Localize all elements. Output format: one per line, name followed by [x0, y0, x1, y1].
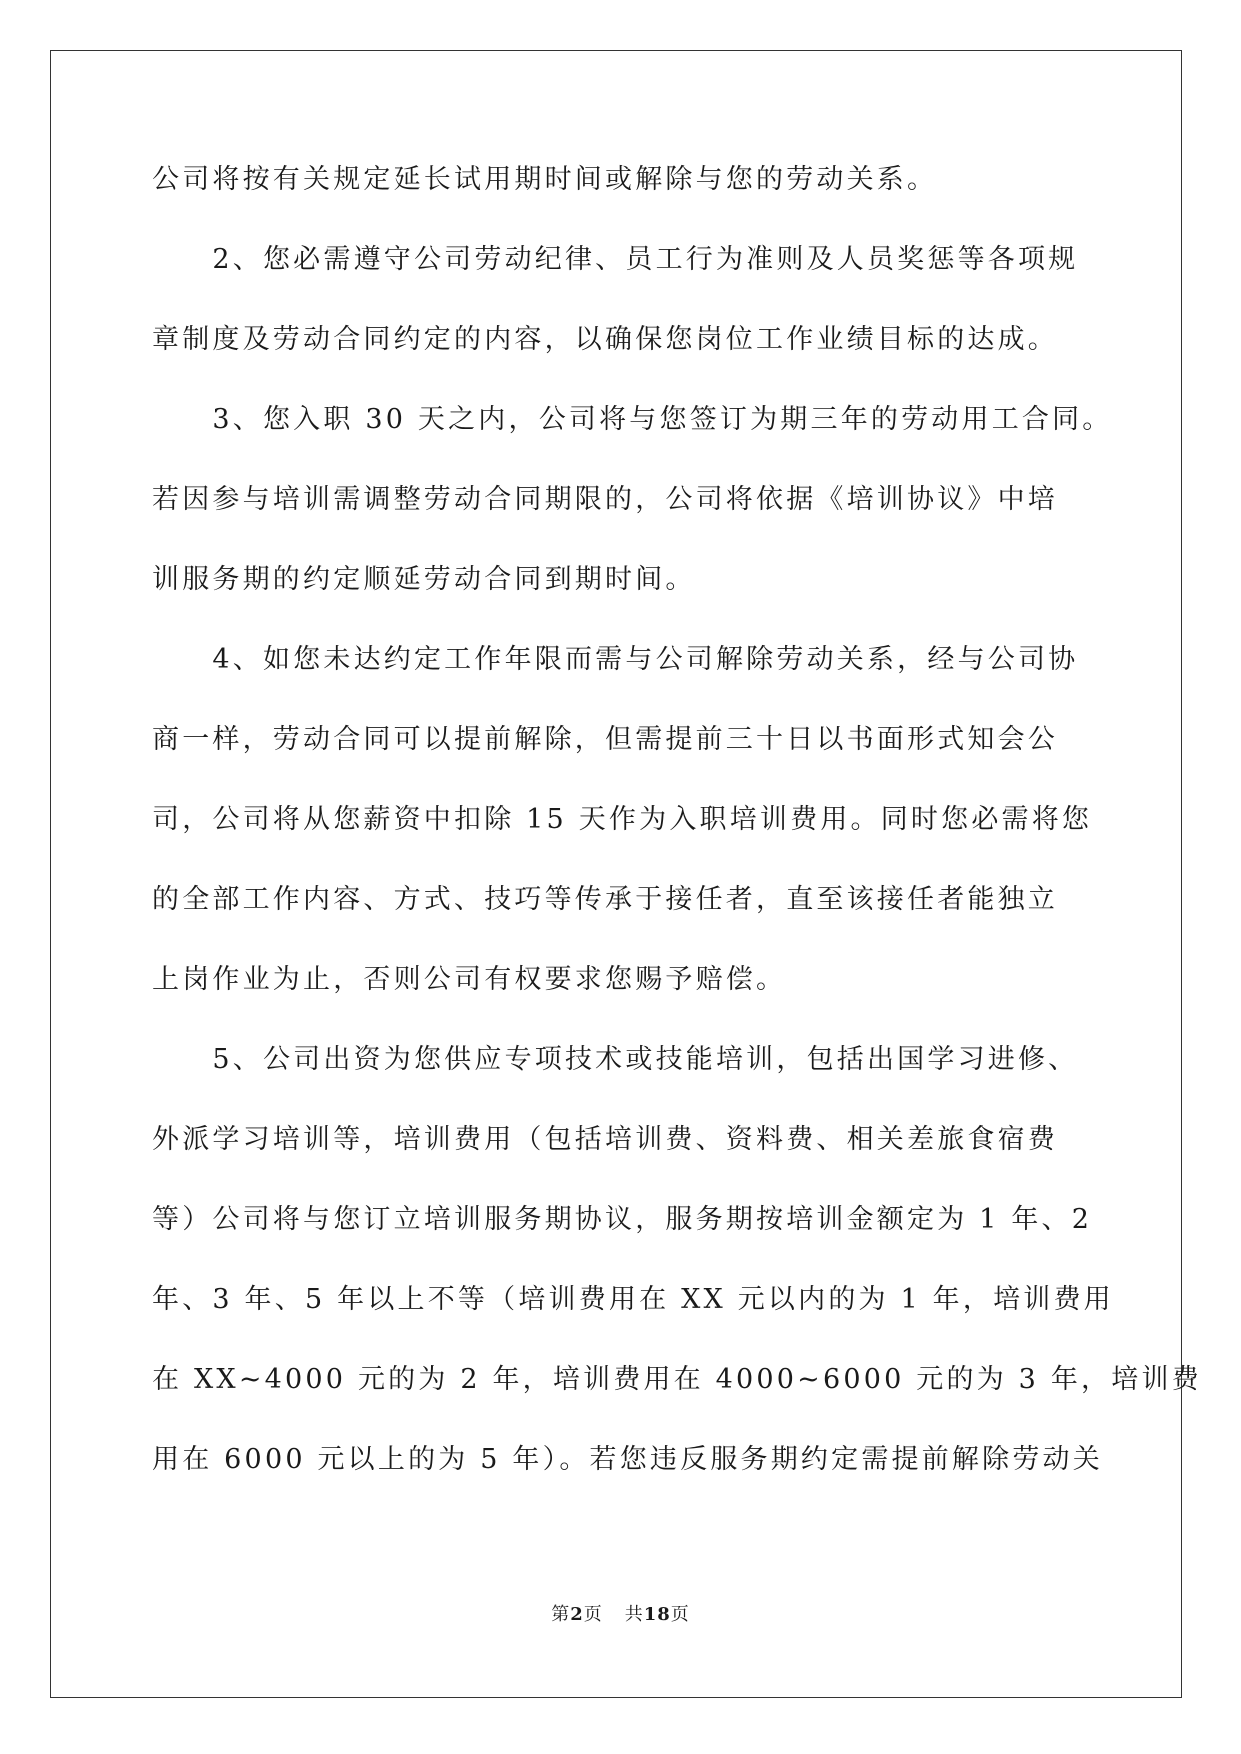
text-line: 用在 6000 元以上的为 5 年）。若您违反服务期约定需提前解除劳动关 — [152, 1444, 1103, 1475]
text-line: 在 XX~4000 元的为 2 年，培训费用在 4000~6000 元的为 3 年，培训费 — [152, 1364, 1202, 1395]
text-line: 外派学习培训等，培训费用（包括培训费、资料费、相关差旅食宿费 — [152, 1124, 1058, 1155]
page-suffix: 页 — [583, 1604, 603, 1625]
text-line: 公司将按有关规定延长试用期时间或解除与您的劳动关系。 — [152, 164, 938, 195]
text-line: 5、公司出资为您供应专项技术或技能培训，包括出国学习进修、 — [152, 1044, 1079, 1075]
document-body — [152, 140, 1202, 1500]
total-suffix: 页 — [670, 1604, 690, 1625]
text-line: 商一样，劳动合同可以提前解除，但需提前三十日以书面形式知会公 — [152, 724, 1058, 755]
page-prefix: 第 — [551, 1604, 571, 1625]
text-line: 的全部工作内容、方式、技巧等传承于接任者，直至该接任者能独立 — [152, 884, 1058, 915]
text-line: 训服务期的约定顺延劳动合同到期时间。 — [152, 564, 696, 595]
text-line: 章制度及劳动合同约定的内容，以确保您岗位工作业绩目标的达成。 — [152, 324, 1058, 355]
total-prefix: 共 — [624, 1604, 644, 1625]
text-line: 上岗作业为止，否则公司有权要求您赐予赔偿。 — [152, 964, 787, 995]
text-line: 3、您入职 30 天之内，公司将与您签订为期三年的劳动用工合同。 — [152, 404, 1113, 435]
text-line: 2、您必需遵守公司劳动纪律、员工行为准则及人员奖惩等各项规 — [152, 244, 1079, 275]
page-footer — [0, 1600, 1241, 1626]
text-line: 若因参与培训需调整劳动合同期限的，公司将依据《培训协议》中培 — [152, 484, 1058, 515]
text-line: 等）公司将与您订立培训服务期协议，服务期按培训金额定为 1 年、2 — [152, 1204, 1093, 1235]
text-line: 4、如您未达约定工作年限而需与公司解除劳动关系，经与公司协 — [152, 644, 1079, 675]
text-line: 司，公司将从您薪资中扣除 15 天作为入职培训费用。同时您必需将您 — [152, 804, 1093, 835]
page-number: 2 — [570, 1604, 584, 1625]
total-pages: 18 — [643, 1604, 671, 1625]
text-line: 年、3 年、5 年以上不等（培训费用在 XX 元以内的为 1 年，培训费用 — [152, 1284, 1114, 1315]
